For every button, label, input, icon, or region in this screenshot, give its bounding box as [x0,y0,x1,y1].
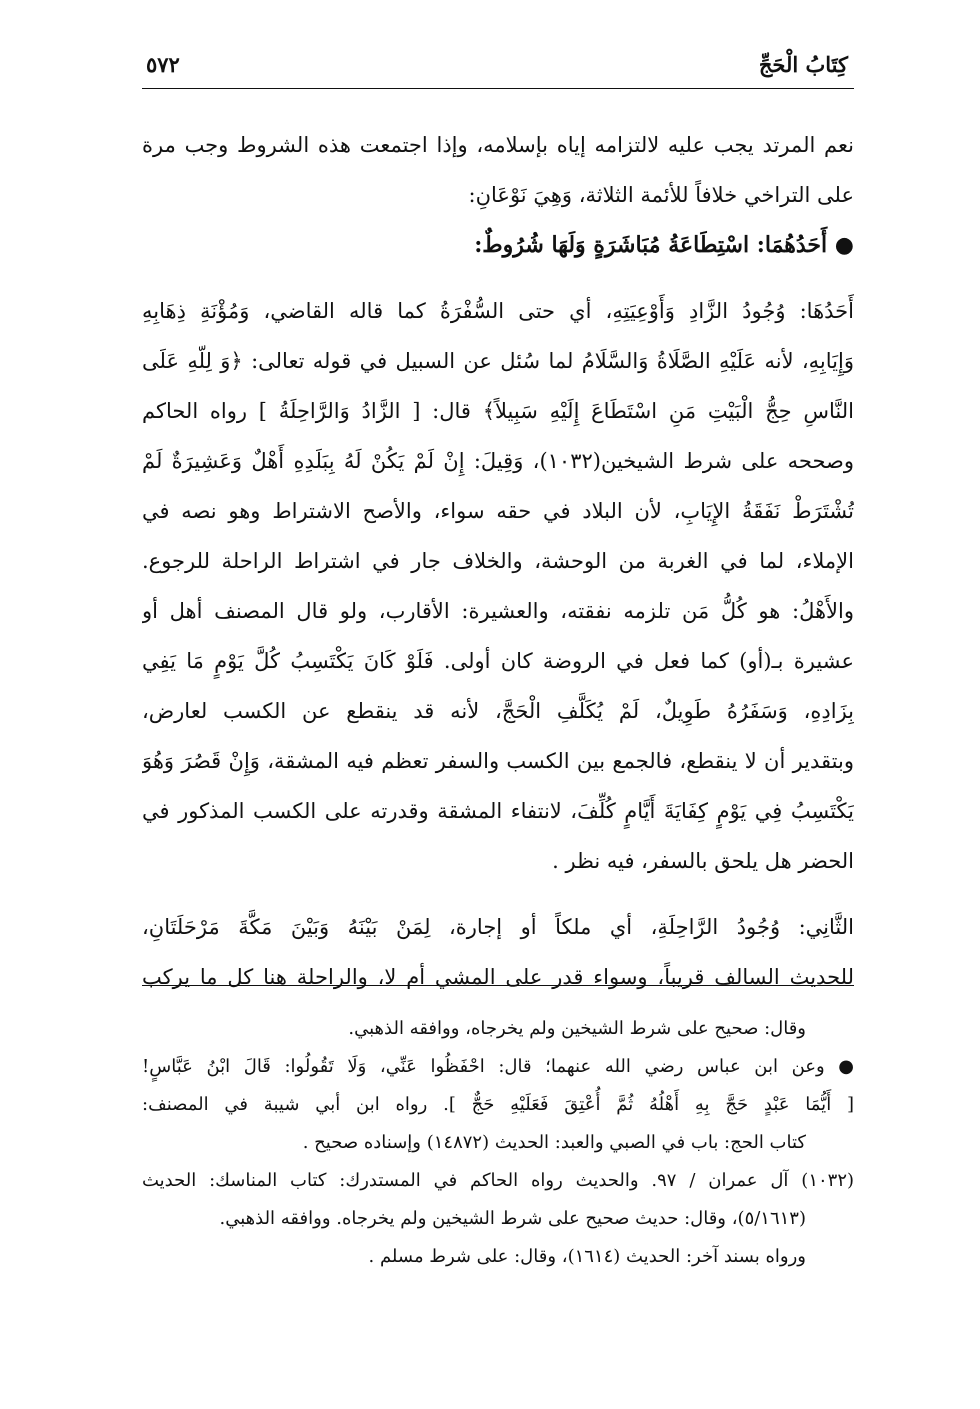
text-line: نعم المرتد يجب عليه لالتزامه إياه بإسلامه، وإذا اجتمعت هذه الشروط وجب مرة [142,133,854,157]
text-line: وَإِيَابِهِ، لأنه عَلَيْهِ الصَّلَاةُ وَالسَّلَامُ لما سُئل عن السبيل في قوله تعالى: ﴿وَ لِلّهِ عَلَى [142,349,854,373]
footnote-line: [ أَيُّمَا عَبْدٍ حَجَّ بِهِ أَهْلُهُ ثُمَّ أُعْتِقَ فَعَلَيْهِ حَجٌّ ]. رواه ابن أبي شيبة في المصنف: [142,1094,854,1115]
footnotes [142,1010,854,1276]
text-line: النَّاسِ حِجُّ الْبَيْتِ مَنِ اسْتَطَاعَ إِلَيْهِ سَبِيلاً﴾ قال: [ الزَّادُ وَالرَّاحِلَةُ ] رواه الحاكم [142,399,854,423]
footnote-line: كتاب الحج: باب في الصبي والعبد: الحديث (١٤٨٧٢) وإسناده صحيح . [302,1132,806,1153]
footnote-divider [142,985,854,986]
footnote-line: (١٠٣٢) آل عمران / ٩٧. والحديث رواه الحاكم في المستدرك: كتاب المناسك: الحديث [142,1170,854,1191]
text-line: بِزَادِهِ، وَسَفَرُهُ طَوِيلٌ، لَمْ يُكَلَّفِ الْحَجَّ، لأنه قد ينقطع عن الكسب لعارض، [142,699,854,723]
text-line: الإملاء، لما في الغربة من الوحشة، والخلاف جار في اشتراط الراحلة للرجوع. [142,549,854,573]
main-text [142,120,854,1002]
section-heading: ● أَحَدُهُمَا: اسْتِطَاعَةُ مُبَاشَرَةٍ وَلَهَا شُرُوطٌ: [474,232,854,258]
text-line: تُشْتَرَطْ نَفَقَةُ الإِيَابِ، لأن البلاد في حقه سواء، والأصح الاشتراط وهو نصه في [142,499,854,523]
page-number: ٥٧٢ [146,52,180,77]
footnote-line: ● وعن ابن عباس رضي الله عنهما؛ قال: احْفَظُوا عَنِّي، وَلَا تَقُولُوا: قَالَ ابْنُ عَبَّاسٍ! [142,1056,854,1077]
text-line: يَكْتَسِبُ فِي يَوْمٍ كِفَايَةَ أَيَّامٍ كُلِّفَ، لانتفاء المشقة وقدرته على الكسب المذكور في [142,799,854,823]
footnote-line: ورواه بسند آخر: الحديث (١٦١٤)، وقال: على شرط مسلم . [368,1246,806,1267]
footnote-line: (٥/١٦١٣)، وقال: حديث صحيح على شرط الشيخين ولم يخرجاه. ووافقه الذهبي. [219,1208,806,1229]
chapter-title: كِتَابُ الْحَجِّ [758,52,848,77]
running-header [142,48,854,89]
text-line: أَحَدُهَا: وُجُودُ الزَّادِ وَأَوْعِيَتِهِ، أي حتى السُّفْرَةُ كما قاله القاضي، وَمُؤْنَةِ ذِهَابِهِ [142,299,854,323]
text-line: عشيرة بـ(أو) كما فعل في الروضة كان أولى. فَلَوْ كَانَ يَكْتَسِبُ كُلَّ يَوْمٍ مَا يَفِي [142,649,854,673]
text-line: وصححه على شرط الشيخين(١٠٣٢)، وَقِيلَ: إِنْ لَمْ يَكُنْ لَهُ بِبَلَدِهِ أَهْلٌ وَعَشِيرَةٌ لَمْ [142,449,854,473]
footnote-line: وقال: صحيح على شرط الشيخين ولم يخرجاه، ووافقه الذهبي. [348,1018,806,1039]
text-line: على التراخي خلافاً للأئمة الثلاثة، وَهِيَ نَوْعَانِ: [468,183,854,207]
text-line: والأَهْلُ: هو كُلُّ مَن تلزمه نفقته، والعشيرة: الأقارب، ولو قال المصنف أهل أو [142,599,854,623]
text-line: للحديث السالف قريباً، وسواء قدر على المشي أم لا، والراحلة هنا كل ما يركب [142,965,854,989]
text-line: وبتقدير أن لا ينقطع، فالجمع بين الكسب والسفر تعظم فيه المشقة، وَإِنْ قَصُرَ وَهُوَ [142,749,854,773]
text-line: الثَّانِي: وُجُودُ الرَّاحِلَةِ، أي ملكاً أو إجارة، لِمَنْ بَيْنَهُ وَبَيْنَ مَكَّةَ مَرْحَلَتَانِ، [142,915,854,939]
text-line: الحضر هل يلحق بالسفر، فيه نظر . [552,849,854,873]
